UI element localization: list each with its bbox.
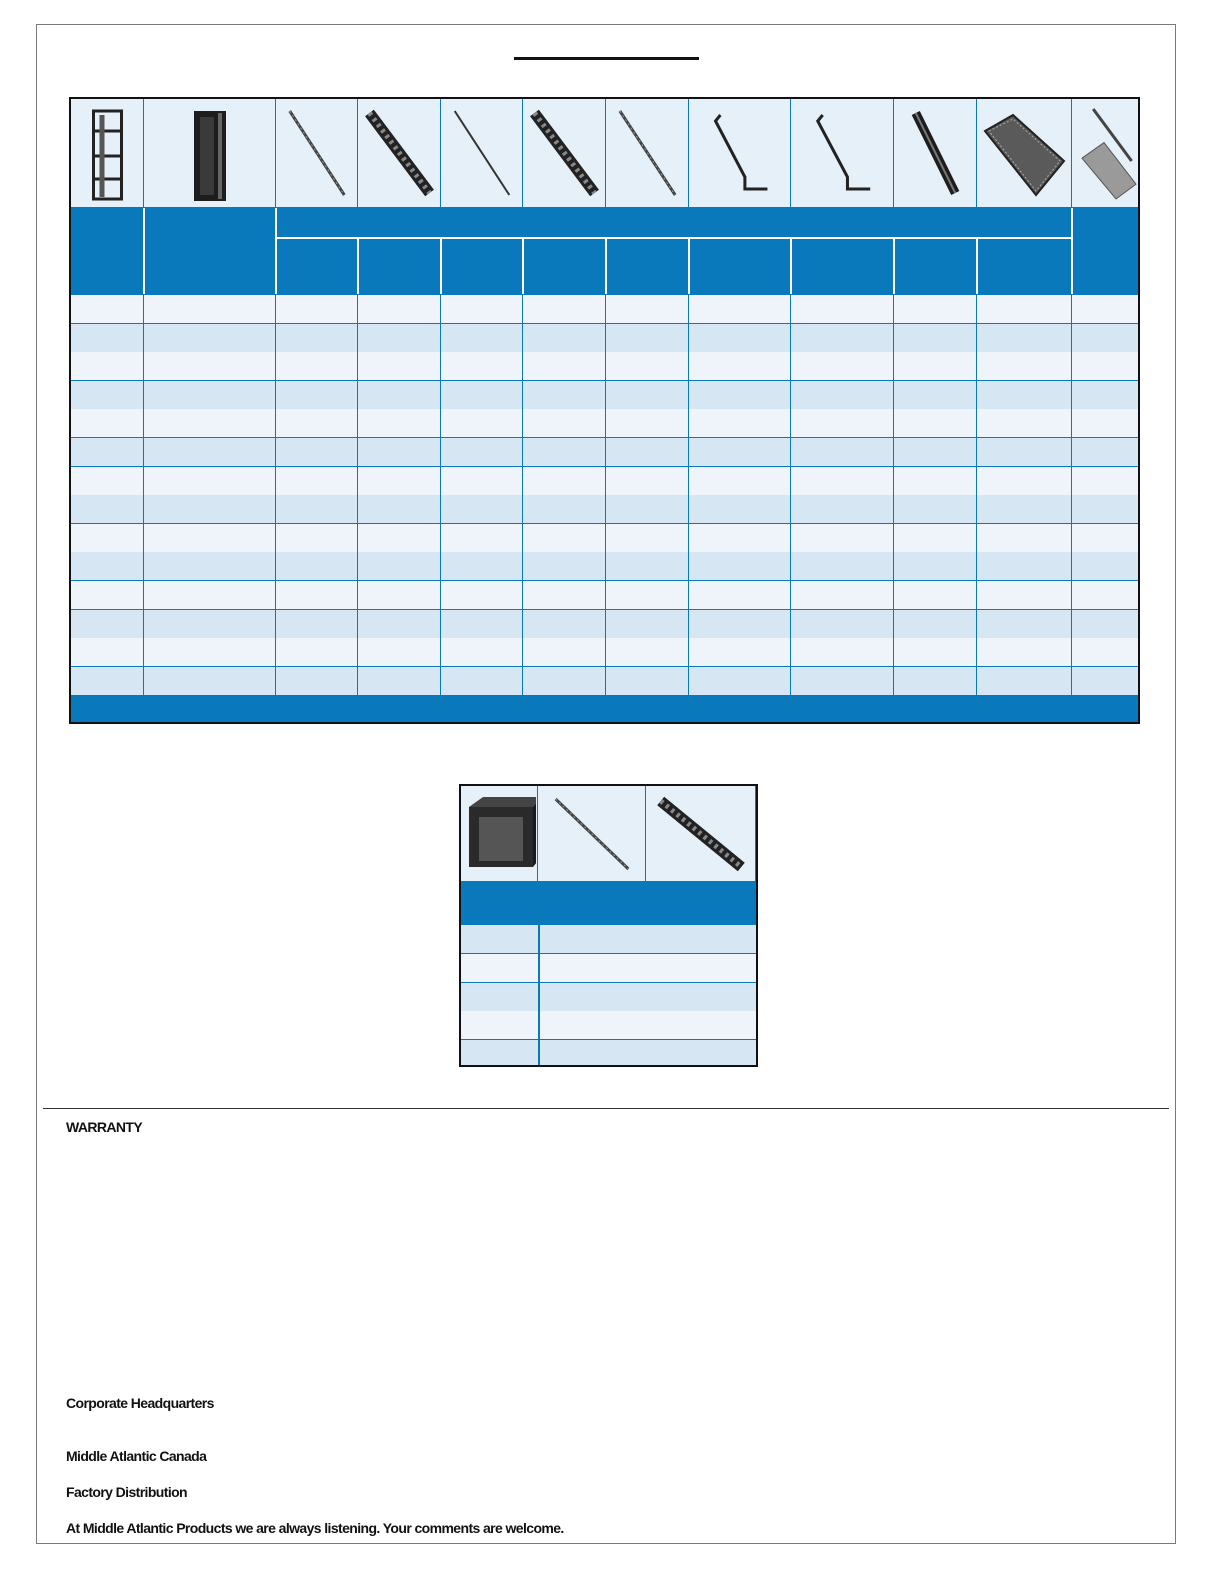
- table-cell: [71, 524, 143, 552]
- table-cell: [606, 610, 688, 638]
- table-cell: [358, 409, 440, 437]
- header-col-divider: [790, 239, 792, 294]
- table-cell: [276, 552, 357, 580]
- table-cell: [276, 467, 357, 495]
- table-cell: [358, 295, 440, 323]
- table-cell: [144, 352, 275, 380]
- table-cell: [689, 295, 790, 323]
- lacing-bar-icon: [276, 99, 357, 207]
- table-cell: [71, 295, 143, 323]
- product-image-cell: [461, 786, 537, 881]
- table-cell: [689, 324, 790, 352]
- offset-lacing-bar-icon: [791, 99, 893, 207]
- table-cell: [689, 409, 790, 437]
- table-cell: [791, 381, 893, 409]
- table-cell: [71, 381, 143, 409]
- table-cell: [144, 667, 275, 695]
- table-cell: [144, 581, 275, 609]
- table-cell: [523, 495, 605, 523]
- table-cell: [606, 667, 688, 695]
- table-cell: [276, 524, 357, 552]
- table-cell: [606, 495, 688, 523]
- table-cell: [791, 352, 893, 380]
- table-cell: [894, 638, 976, 666]
- table-cell: [441, 610, 522, 638]
- table-cell: [71, 581, 143, 609]
- table-cell: [606, 352, 688, 380]
- table-cell: [144, 324, 275, 352]
- table-cell: [977, 524, 1071, 552]
- table-cell: [894, 610, 976, 638]
- table-cell: [276, 610, 357, 638]
- table-cell: [1072, 381, 1139, 409]
- title-rule: [514, 57, 699, 60]
- table-cell: [1072, 495, 1139, 523]
- table-cell: [276, 295, 357, 323]
- table-cell: [606, 295, 688, 323]
- table-cell: [461, 983, 538, 1011]
- table-cell: [144, 638, 275, 666]
- table-cell: [276, 638, 357, 666]
- table-cell: [791, 638, 893, 666]
- table-cell: [894, 295, 976, 323]
- table-cell: [894, 552, 976, 580]
- table-cell: [523, 438, 605, 466]
- table-cell: [606, 638, 688, 666]
- table-cell: [276, 438, 357, 466]
- product-image-cell: [977, 99, 1071, 207]
- header-col-divider: [893, 239, 895, 294]
- table-cell: [977, 409, 1071, 437]
- table-cell: [523, 467, 605, 495]
- table-cell: [977, 295, 1071, 323]
- table-cell: [1072, 667, 1139, 695]
- table-cell: [523, 552, 605, 580]
- table-cell: [689, 381, 790, 409]
- open-frame-rack-icon: [71, 99, 143, 207]
- product-image-cell: [358, 99, 440, 207]
- table-cell: [977, 324, 1071, 352]
- table-cell: [441, 467, 522, 495]
- table-cell: [276, 495, 357, 523]
- table-cell: [791, 324, 893, 352]
- table-cell: [523, 610, 605, 638]
- table-cell: [977, 581, 1071, 609]
- table-cell: [689, 495, 790, 523]
- table-cell: [606, 581, 688, 609]
- header-col-divider: [440, 239, 442, 294]
- rail-kit-icon: [1072, 99, 1139, 207]
- table-cell: [144, 524, 275, 552]
- table-cell: [144, 295, 275, 323]
- table-cell: [977, 467, 1071, 495]
- table-cell: [358, 381, 440, 409]
- compatibility-table: [69, 97, 1140, 724]
- product-image-cell: [276, 99, 357, 207]
- table-cell: [71, 324, 143, 352]
- table-cell: [358, 467, 440, 495]
- table-cell: [977, 381, 1071, 409]
- table-cell: [791, 438, 893, 466]
- table-cell: [276, 581, 357, 609]
- table-header-cell: [461, 882, 538, 923]
- table-cell: [1072, 581, 1139, 609]
- table-cell: [977, 610, 1071, 638]
- table-cell: [523, 381, 605, 409]
- thin-lacing-strip-icon: [441, 99, 522, 207]
- product-image-cell: [646, 786, 755, 881]
- table-cell: [894, 324, 976, 352]
- table-cell: [461, 954, 538, 982]
- table-cell: [1072, 552, 1139, 580]
- table-cell: [144, 552, 275, 580]
- table-cell: [144, 467, 275, 495]
- table-cell: [441, 667, 522, 695]
- table-cell: [1072, 610, 1139, 638]
- compact-rack-table: [459, 784, 758, 1067]
- table-cell: [71, 438, 143, 466]
- table-cell: [689, 467, 790, 495]
- table-cell: [689, 610, 790, 638]
- header-col-divider: [143, 208, 145, 294]
- table-cell: [689, 667, 790, 695]
- table-cell: [894, 495, 976, 523]
- table-cell: [606, 409, 688, 437]
- table-cell: [894, 524, 976, 552]
- table-cell: [791, 295, 893, 323]
- table-cell: [144, 438, 275, 466]
- table-cell: [523, 524, 605, 552]
- product-image-cell: [523, 99, 605, 207]
- table-cell: [144, 610, 275, 638]
- table-cell: [144, 495, 275, 523]
- headquarters-label: Corporate Headquarters: [66, 1395, 214, 1411]
- table-cell: [358, 352, 440, 380]
- table-cell: [276, 324, 357, 352]
- table-cell: [791, 467, 893, 495]
- distribution-label: Factory Distribution: [66, 1484, 188, 1500]
- table-cell: [441, 324, 522, 352]
- product-image-cell: [441, 99, 522, 207]
- cable-channel-icon: [894, 99, 976, 207]
- table-cell: [540, 1040, 756, 1067]
- table-cell: [71, 495, 143, 523]
- table-cell: [606, 524, 688, 552]
- table-cell: [358, 495, 440, 523]
- header-col-divider: [1071, 208, 1073, 294]
- table-cell: [540, 983, 756, 1011]
- rack-shelf-icon: [977, 99, 1071, 207]
- table-cell: [791, 581, 893, 609]
- table-cell: [689, 438, 790, 466]
- table-cell: [1072, 295, 1139, 323]
- table-cell: [1072, 409, 1139, 437]
- table-cell: [144, 381, 275, 409]
- table-cell: [358, 324, 440, 352]
- table-cell: [894, 667, 976, 695]
- table-cell: [689, 581, 790, 609]
- table-cell: [441, 352, 522, 380]
- table-cell: [1072, 352, 1139, 380]
- table-cell: [358, 552, 440, 580]
- table-cell: [791, 409, 893, 437]
- table-cell: [606, 324, 688, 352]
- closing-statement: At Middle Atlantic Products we are always listening. Your comments are welcome.: [66, 1520, 564, 1536]
- product-image-cell: [689, 99, 790, 207]
- table-footer-band: [71, 695, 1138, 724]
- table-cell: [358, 581, 440, 609]
- lacing-bar-icon: [606, 99, 688, 207]
- table-cell: [606, 381, 688, 409]
- table-cell: [1072, 638, 1139, 666]
- table-cell: [358, 638, 440, 666]
- table-cell: [540, 925, 756, 953]
- table-cell: [523, 667, 605, 695]
- table-cell: [540, 1011, 756, 1039]
- table-cell: [461, 1011, 538, 1039]
- table-cell: [441, 495, 522, 523]
- table-cell: [441, 409, 522, 437]
- table-cell: [461, 1040, 538, 1067]
- table-cell: [71, 467, 143, 495]
- table-cell: [977, 552, 1071, 580]
- table-cell: [977, 667, 1071, 695]
- header-col-divider: [605, 239, 607, 294]
- table-cell: [977, 638, 1071, 666]
- table-cell: [791, 552, 893, 580]
- table-cell: [894, 467, 976, 495]
- header-col-divider: [357, 239, 359, 294]
- product-image-cell: [894, 99, 976, 207]
- table-cell: [791, 495, 893, 523]
- table-cell: [276, 409, 357, 437]
- table-cell: [358, 438, 440, 466]
- vertical-cable-manager-icon: [646, 786, 755, 881]
- compact-rack-icon: [461, 786, 537, 881]
- table-cell: [441, 438, 522, 466]
- table-cell: [894, 409, 976, 437]
- table-cell: [358, 610, 440, 638]
- table-cell: [523, 638, 605, 666]
- product-image-cell: [1072, 99, 1139, 207]
- section-divider: [43, 1108, 1169, 1109]
- table-cell: [71, 638, 143, 666]
- table-cell: [71, 352, 143, 380]
- table-header-cell: [540, 882, 756, 923]
- table-cell: [523, 581, 605, 609]
- table-cell: [540, 954, 756, 982]
- table-cell: [441, 295, 522, 323]
- offset-lacing-bar-icon: [689, 99, 790, 207]
- table-cell: [791, 667, 893, 695]
- table-cell: [791, 610, 893, 638]
- table-cell: [358, 667, 440, 695]
- table-cell: [71, 552, 143, 580]
- table-cell: [71, 409, 143, 437]
- table-cell: [1072, 438, 1139, 466]
- table-cell: [894, 581, 976, 609]
- table-cell: [523, 352, 605, 380]
- product-image-cell: [791, 99, 893, 207]
- table-cell: [276, 667, 357, 695]
- table-cell: [358, 524, 440, 552]
- table-cell: [606, 438, 688, 466]
- table-cell: [1072, 324, 1139, 352]
- table-cell: [791, 524, 893, 552]
- table-cell: [689, 524, 790, 552]
- table-cell: [71, 667, 143, 695]
- table-cell: [689, 552, 790, 580]
- table-cell: [1072, 467, 1139, 495]
- table-cell: [894, 381, 976, 409]
- table-cell: [71, 610, 143, 638]
- table-cell: [523, 295, 605, 323]
- table-cell: [977, 352, 1071, 380]
- table-cell: [977, 495, 1071, 523]
- product-image-cell: [71, 99, 143, 207]
- header-col-divider: [522, 239, 524, 294]
- table-cell: [689, 352, 790, 380]
- header-group-divider: [276, 237, 1072, 239]
- table-cell: [441, 381, 522, 409]
- table-cell: [276, 381, 357, 409]
- table-cell: [276, 352, 357, 380]
- header-col-divider: [688, 239, 690, 294]
- lacing-bar-icon: [538, 786, 645, 881]
- header-col-divider: [976, 239, 978, 294]
- table-cell: [523, 324, 605, 352]
- table-cell: [894, 438, 976, 466]
- table-cell: [441, 638, 522, 666]
- table-cell: [1072, 524, 1139, 552]
- enclosed-rack-icon: [144, 99, 275, 207]
- table-cell: [441, 524, 522, 552]
- table-cell: [689, 638, 790, 666]
- table-cell: [461, 925, 538, 953]
- canada-label: Middle Atlantic Canada: [66, 1448, 207, 1464]
- table-cell: [606, 552, 688, 580]
- table-cell: [441, 552, 522, 580]
- product-image-cell: [606, 99, 688, 207]
- header-col-divider: [275, 208, 277, 294]
- table-cell: [441, 581, 522, 609]
- table-cell: [144, 409, 275, 437]
- table-cell: [523, 409, 605, 437]
- table-cell: [606, 467, 688, 495]
- table-cell: [894, 352, 976, 380]
- warranty-heading: WARRANTY: [66, 1119, 143, 1135]
- table-cell: [977, 438, 1071, 466]
- vertical-cable-manager-icon: [358, 99, 440, 207]
- product-image-cell: [144, 99, 275, 207]
- product-image-cell: [538, 786, 645, 881]
- vertical-cable-manager-icon: [523, 99, 605, 207]
